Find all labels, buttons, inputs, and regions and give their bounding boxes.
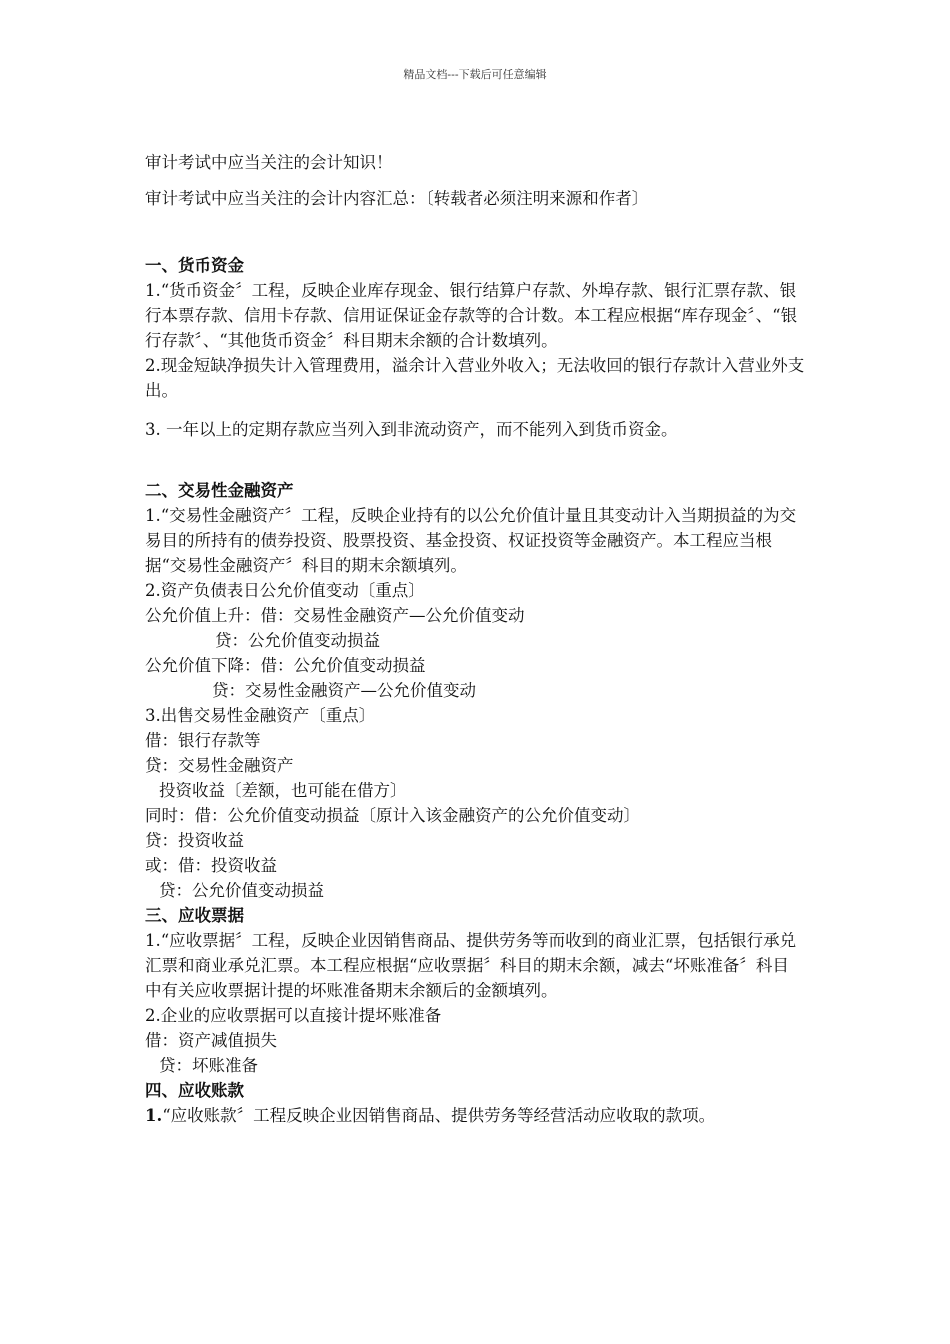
page-header: 精品文档---下载后可任意编辑 [403,68,547,81]
s2-line: 投资收益〔差额，也可能在借方〕 [159,781,407,800]
s2-paragraph-1: 1.“交易性金融资产〞工程，反映企业持有的以公允价值计量且其变动计入当期损益的为交易目的所持有的债券投资、股票投资、基金投资、权证投资等金融资产。本工程应当根据“交易性金融资产〞科目的期末余额填列。 [145,506,797,575]
section-heading-3: 三、应收票据 [145,906,244,925]
s2-line: 借：银行存款等 [145,731,261,750]
s2-line: 公允价值上升：借：交易性金融资产—公允价值变动 [145,606,525,625]
s3-line: 2.企业的应收票据可以直接计提坏账准备 [145,1006,442,1025]
section-heading-1: 一、货币资金 [145,256,244,275]
s1-paragraph-3: 3. 一年以上的定期存款应当列入到非流动资产，而不能列入到货币资金。 [145,420,678,439]
s2-line: 或：借：投资收益 [145,856,277,875]
s2-line: 贷：公允价值变动损益 [215,631,380,650]
document-body [145,150,805,1128]
s1-paragraph-2: 2.现金短缺净损失计入管理费用，溢余计入营业外收入；无法收回的银行存款计入营业外支出。 [145,356,805,400]
doc-title: 审计考试中应当关注的会计知识！ [145,153,393,172]
s2-line: 贷：公允价值变动损益 [159,881,324,900]
s3-paragraph-1: 1.“应收票据〞工程，反映企业因销售商品、提供劳务等而收到的商业汇票，包括银行承兑汇票和商业承兑汇票。本工程应根据“应收票据〞科目的期末余额，减去“坏账准备〞科目中有关应收票据计提的坏账准备期末余额后的金额填列。 [145,931,797,1000]
s4-paragraph-text: “应收账款〞工程反映企业因销售商品、提供劳务等经营活动应收取的款项。 [162,1106,716,1125]
s4-paragraph-1 [145,1103,805,1128]
s2-line: 3.出售交易性金融资产〔重点〕 [145,706,376,725]
s2-line: 2.资产负债表日公允价值变动〔重点〕 [145,581,425,600]
s2-line: 贷：投资收益 [145,831,244,850]
s3-line: 贷：坏账准备 [159,1056,258,1075]
section-heading-2: 二、交易性金融资产 [145,481,294,500]
s4-paragraph-number: 1. [145,1106,163,1125]
section-heading-4: 四、应收账款 [145,1081,244,1100]
s2-line: 公允价值下降：借：公允价值变动损益 [145,656,426,675]
s2-line: 贷：交易性金融资产 [145,756,294,775]
s3-line: 借：资产减值损失 [145,1031,277,1050]
doc-subtitle: 审计考试中应当关注的会计内容汇总：〔转载者必须注明来源和作者〕 [145,189,649,208]
s1-paragraph-1: 1.“货币资金〞工程，反映企业库存现金、银行结算户存款、外埠存款、银行汇票存款、银行本票存款、信用卡存款、信用证保证金存款等的合计数。本工程应根据“库存现金〞、“银行存款〞、“其他货币资金〞科目期末余额的合计数填列。 [145,281,798,350]
s2-line: 同时：借：公允价值变动损益〔原计入该金融资产的公允价值变动〕 [145,806,640,825]
s2-line: 贷：交易性金融资产—公允价值变动 [212,681,476,700]
